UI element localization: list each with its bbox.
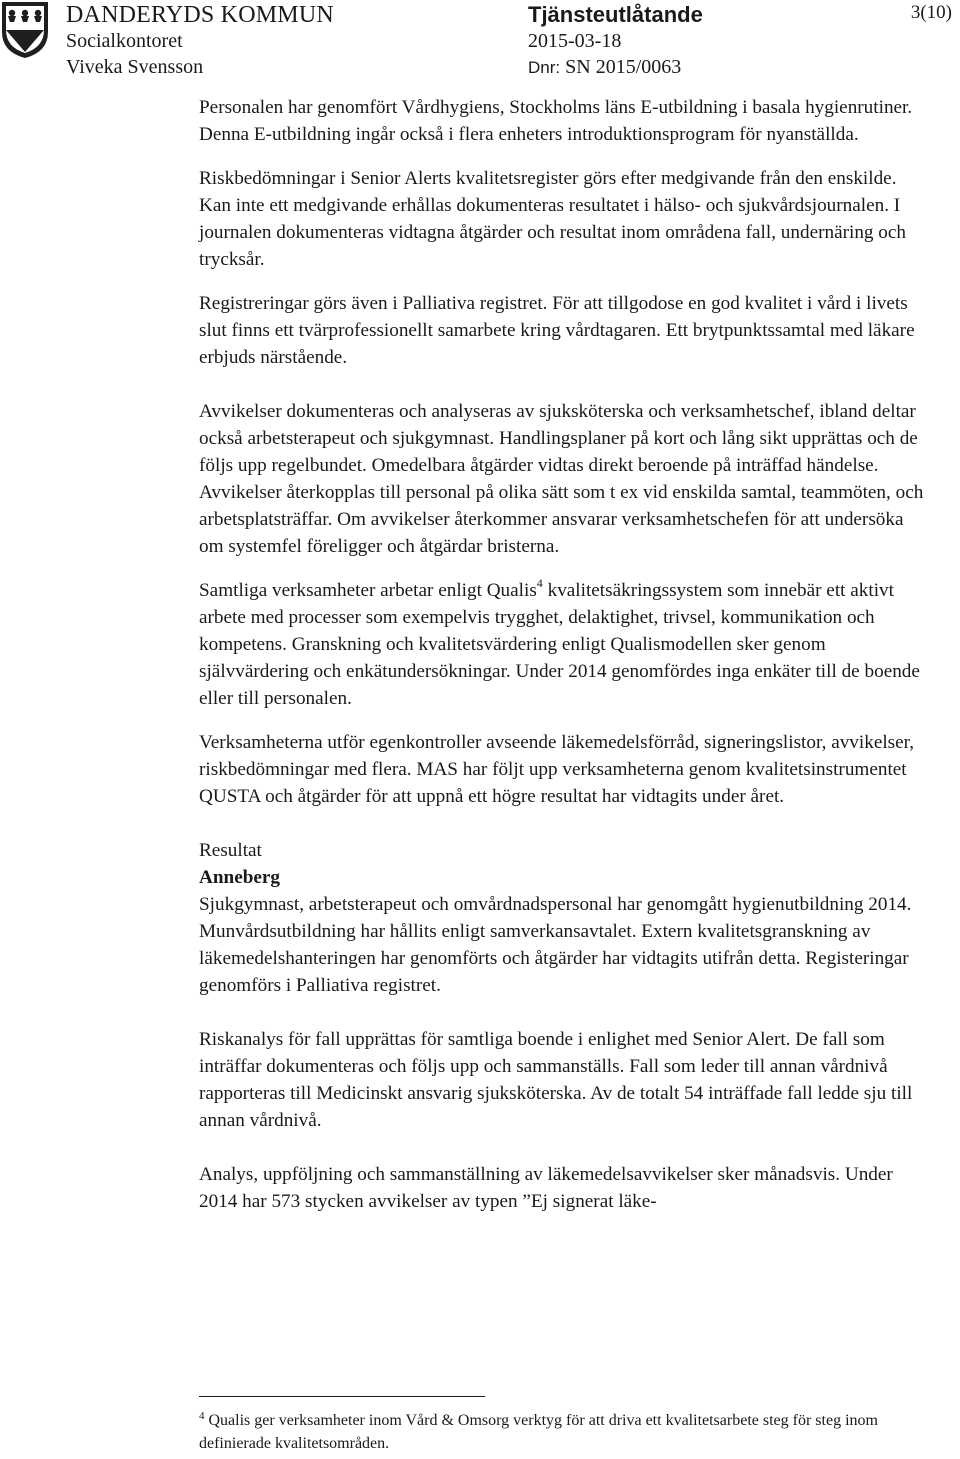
section-title: Anneberg (199, 867, 281, 888)
paragraph-deviations: Avvikelser dokumenteras och analyseras av sjuksköterska och verksamhetschef, ibland deltar också arbetsterapeut och sjukgymnast. Handlingsplaner på kort och lång sikt upprättas och de följs upp regelbundet. Omedelbara åtgärder vidtas direkt beroende på inträffad händelse. Avvikelser återkopplas till personal på olika sätt som t ex vid enskilda samtal, teammöten, och arbetsplatsträffar. Om avvikelser återkommer ansvarar verksamhetschefen för att undersöka om systemfel föreligger och åtgärdar bristerna. (199, 401, 924, 557)
registration-number (528, 54, 703, 81)
paragraph-risk-assessment: Riskbedömningar i Senior Alerts kvalitetsregister görs efter medgivande från den enskilde. Kan inte ett medgivande erhållas dokumenteras resultatet i hälso- och sjukvårdsjournalen. I journalen dokumenteras vidtagna åtgärder och resultat inom områdena fall, undernäring och trycksår. (199, 168, 907, 270)
department-name: Socialkontoret (66, 30, 183, 52)
paragraph-palliative-register: Registreringar görs även i Palliativa registret. För att tillgodose en god kvalitet i vård i livets slut finns ett tvärprofessionellt samarbete kring vårdtagaren. Ett brytpunktssamtal med läkare erbjuds närstående. (199, 293, 915, 368)
paragraph-fall-risk: Riskanalys för fall upprättas för samtliga boende i enlighet med Senior Alert. De fall som inträffar dokumenteras och följs upp och sammanställs. Fall som leder till annan vårdnivå rapporteras till Medicinskt ansvarig sjuksköterska. Av de totalt 54 inträffade fall ledde sju till annan vårdnivå. (199, 1029, 913, 1131)
footnote-reference: 4 (536, 576, 543, 590)
paragraph-hygiene-training: Personalen har genomfört Vårdhygiens, Stockholms läns E-utbildning i basala hygienrutiner. Denna E-utbildning ingår också i flera enheters introduktionsprogram för nyanställda. (199, 97, 913, 145)
page-number: 3(10) (910, 2, 952, 23)
footnote-text: Qualis ger verksamheter inom Vård & Omsorg verktyg för att driva ett kvalitetsarbete steg för steg inom definierade kvalitetsområden. (199, 1412, 878, 1452)
footnote (199, 1409, 939, 1455)
qualis-text-end: kvalitetsäkringssystem som innebär ett aktivt arbete med processer som exempelvis trygghet, delaktighet, trivsel, kommunikation och kompetens. Granskning och kvalitetsvärdering enligt Qualismodellen sker genom självvärdering och enkätundersökningar. Under 2014 genomfördes inga enkäter till de boende eller till personalen. (199, 580, 920, 709)
qualis-text-start: Samtliga verksamheter arbetar enligt Qualis (199, 580, 537, 601)
page-header (0, 0, 960, 90)
dnr-value: SN 2015/0063 (565, 56, 682, 78)
document-type: Tjänsteutlåtande (528, 2, 703, 27)
document-body (199, 94, 929, 1215)
dnr-label: Dnr: (528, 58, 561, 77)
paragraph-self-checks: Verksamheterna utför egenkontroller avseende läkemedelsförråd, signeringslistor, avvikelser, riskbedömningar med flera. MAS har följt upp verksamheterna genom kvalitetsinstrumentet QUSTA och åtgärder för att uppnå ett högre resultat har vidtagits under året. (199, 732, 915, 807)
paragraph-qualis (199, 577, 929, 712)
footnote-divider (199, 1396, 485, 1397)
paragraph-anneberg-training: Sjukgymnast, arbetsterapeut och omvårdnadspersonal har genomgått hygienutbildning 2014. Munvårdsutbildning har hållits enligt samverkansavtalet. Extern kvalitetsgranskning av läkemedelshanteringen har genomförts och åtgärder har vidtagits utifrån detta. Registeringar genomförs i Palliativa registret. (199, 894, 912, 996)
municipal-crest-icon (0, 0, 50, 60)
document-date: 2015-03-18 (528, 30, 622, 52)
organization-name: DANDERYDS KOMMUN (66, 2, 334, 28)
author-name: Viveka Svensson (66, 56, 204, 78)
footnote-number: 4 (199, 1410, 205, 1422)
section-label: Resultat (199, 840, 262, 861)
paragraph-medication-deviations: Analys, uppföljning och sammanställning av läkemedelsavvikelser sker månadsvis. Under 2014 har 573 stycken avvikelser av typen ”Ej signerat läke- (199, 1164, 893, 1212)
